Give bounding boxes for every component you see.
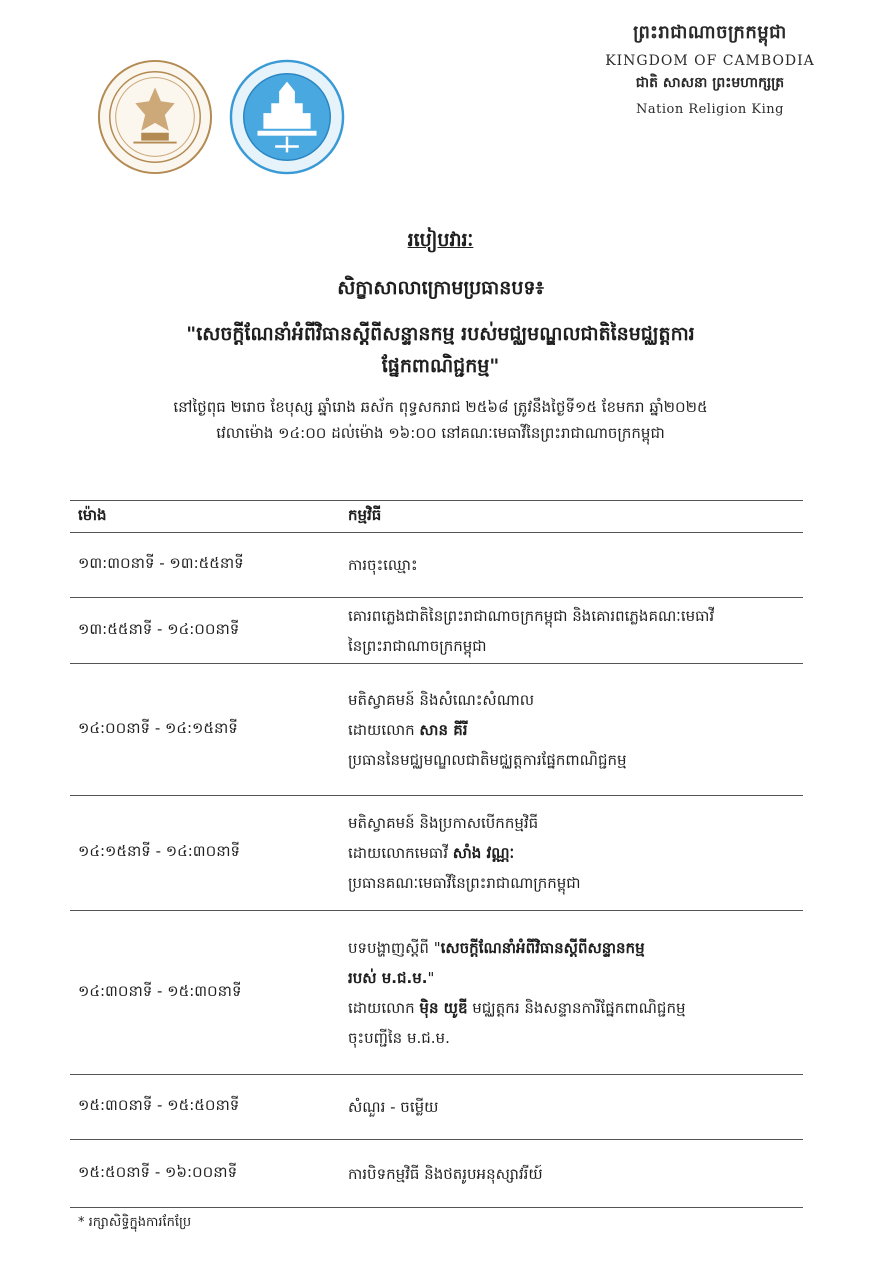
program-line: ការបិទកម្មវិធី និងថតរូបអនុស្សាវរីយ៍ (348, 1164, 543, 1183)
program-line (348, 715, 803, 745)
agenda-heading: របៀបវារៈ (407, 229, 474, 251)
table-row (70, 1140, 803, 1208)
program-line: សំណួរ - ចម្លើយ (348, 1098, 439, 1116)
kingdom-title-en: KINGDOM OF CAMBODIA (605, 53, 815, 69)
program-line: គោរពភ្លេងជាតិនៃព្រះរាជាណាចក្រកម្ពុជា និងគោរពភ្លេងគណៈមេធាវី (348, 606, 715, 625)
row-program (340, 598, 803, 664)
bar-association-seal-icon (96, 58, 214, 176)
table-row (70, 598, 803, 664)
speaker-name: ម៉ិន យូឌី (419, 998, 468, 1017)
title-block (40, 228, 841, 446)
table-row (70, 533, 803, 598)
motto-en: Nation Religion King (635, 102, 784, 117)
presentation-prefix: បទបង្ហាញស្តីពី " (348, 938, 441, 957)
row-program (340, 664, 803, 796)
column-header-time: ម៉ោង (70, 501, 340, 533)
motto-km: ជាតិ សាសនា ព្រះមហាក្សត្រ (635, 75, 785, 91)
row-program (340, 1075, 803, 1140)
seminar-heading: សិក្ខាសាលាក្រោមប្រធានបទ៖ (337, 277, 544, 299)
presentation-title-cont: របស់ ម.ជ.ម. (348, 968, 428, 987)
table-row (70, 911, 803, 1075)
row-time: ១៣:៣០នាទី - ១៣:៥៥នាទី (70, 533, 340, 598)
program-line (348, 963, 803, 993)
topic-line-2: ផ្នែកពាណិជ្ជកម្ម" (381, 355, 500, 377)
speaker-prefix: ដោយលោក (348, 998, 420, 1017)
speaker-prefix: ដោយលោកមេធាវី (348, 844, 453, 862)
table-row (70, 796, 803, 911)
program-line (348, 993, 803, 1023)
row-time: ១៤:០០នាទី - ១៤:១៥នាទី (70, 664, 340, 796)
row-time: ១៣:៥៥នាទី - ១៤:០០នាទី (70, 598, 340, 664)
row-time: ១៥:៣០នាទី - ១៥:៥០នាទី (70, 1075, 340, 1140)
row-program (340, 911, 803, 1075)
program-line: ចុះបញ្ជីនៃ ម.ជ.ម. (348, 1028, 450, 1047)
table-row (70, 664, 803, 796)
table-row (70, 1075, 803, 1140)
row-time: ១៤:១៥នាទី - ១៤:៣០នាទី (70, 796, 340, 911)
row-program (340, 1140, 803, 1208)
footnote: * រក្សាសិទ្ធិក្នុងការកែប្រែ (78, 1215, 192, 1230)
kingdom-title-km: ព្រះរាជាណាចក្រកម្ពុជា (633, 22, 787, 43)
speaker-role: មជ្ឈត្តករ និងសន្ទានការីផ្នែកពាណិជ្ជកម្ម (467, 998, 686, 1017)
speaker-prefix: ដោយលោក (348, 720, 420, 739)
kingdom-header (595, 20, 825, 117)
date-line-1: នៅថ្ងៃពុធ ២រោច ខែបុស្ស ឆ្នាំរោង ឆស័ក ពុទ្ធសករាជ ២៥៦៨ ត្រូវនឹងថ្ងៃទី១៥ ខែមករា ឆ្នាំ២០២៥ (173, 398, 708, 416)
program-line: ការចុះឈ្មោះ (348, 556, 418, 574)
schedule-table (70, 500, 803, 1208)
program-line: មតិស្វាគមន៍ និងប្រកាសបើកកម្មវិធី (348, 814, 539, 832)
program-line (348, 933, 803, 963)
program-line: ប្រធាននៃមជ្ឈមណ្ឌលជាតិមជ្ឈត្តការផ្នែកពាណិជ្ជកម្ម (348, 750, 627, 769)
quote-mark: " (427, 968, 435, 987)
row-program (340, 796, 803, 911)
date-line-2: វេលាម៉ោង ១៤:០០ ដល់ម៉ោង ១៦:០០ នៅគណៈមេធាវីនៃព្រះរាជាណាចក្រកម្ពុជា (216, 424, 665, 442)
topic-line-1: "សេចក្តីណែនាំអំពីវិធានស្តីពីសន្ទានកម្ម របស់មជ្ឈមណ្ឌលជាតិនៃមជ្ឈត្តការ (186, 323, 695, 345)
program-line: ប្រធានគណៈមេធាវីនៃព្រះរាជាណាក្រកម្ពុជា (348, 874, 581, 892)
program-line (348, 838, 803, 868)
seminar-topic (101, 318, 781, 382)
program-line: នៃព្រះរាជាណាចក្រកម្ពុជា (348, 636, 487, 655)
logos (96, 58, 346, 176)
row-time: ១៤:៣០នាទី - ១៥:៣០នាទី (70, 911, 340, 1075)
presentation-title: សេចក្តីណែនាំអំពីវិធានស្តីពីសន្ទានកម្ម (440, 938, 645, 957)
column-header-program: កម្មវិធី (340, 501, 803, 533)
event-date (40, 394, 841, 446)
table-header-row (70, 501, 803, 533)
speaker-name: សាំង វណ្ណៈ (452, 844, 515, 862)
program-line: មតិស្វាគមន៍ និងសំណេះសំណាល (348, 690, 535, 709)
row-time: ១៥:៥០នាទី - ១៦:០០នាទី (70, 1140, 340, 1208)
arbitration-centre-seal-icon (228, 58, 346, 176)
row-program (340, 533, 803, 598)
speaker-name: សាន គីរី (419, 720, 468, 739)
